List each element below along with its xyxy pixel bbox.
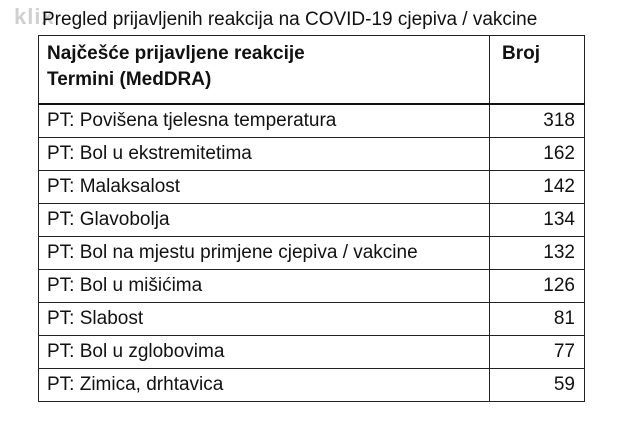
table-row <box>39 104 585 138</box>
term-cell: PT: Povišena tjelesna temperatura <box>39 104 490 138</box>
table-row <box>39 270 585 303</box>
count-cell: 77 <box>490 336 585 369</box>
table-header-row <box>39 36 585 105</box>
table-row <box>39 171 585 204</box>
count-cell: 162 <box>490 138 585 171</box>
count-cell: 126 <box>490 270 585 303</box>
reactions-table <box>38 35 585 402</box>
table-row <box>39 138 585 171</box>
count-cell: 59 <box>490 369 585 402</box>
term-column-header <box>39 36 490 105</box>
term-cell: PT: Glavobolja <box>39 204 490 237</box>
count-cell: 318 <box>490 104 585 138</box>
count-cell: 134 <box>490 204 585 237</box>
count-cell: 132 <box>490 237 585 270</box>
site-watermark: klix <box>14 4 55 29</box>
term-header-line-1: Najčešće prijavljene reakcije <box>47 43 305 64</box>
term-cell: PT: Bol u mišićima <box>39 270 490 303</box>
term-header-line-2: Termini (MedDRA) <box>47 69 212 90</box>
table-row <box>39 204 585 237</box>
term-cell: PT: Slabost <box>39 303 490 336</box>
table-row <box>39 303 585 336</box>
table-caption: Pregled prijavljenih reakcija na COVID-19 cjepiva / vakcine <box>42 9 538 30</box>
term-cell: PT: Malaksalost <box>39 171 490 204</box>
count-cell: 81 <box>490 303 585 336</box>
term-cell: PT: Bol u ekstremitetima <box>39 138 490 171</box>
table-row <box>39 336 585 369</box>
term-cell: PT: Bol na mjestu primjene cjepiva / vakcine <box>39 237 490 270</box>
table-row <box>39 237 585 270</box>
count-cell: 142 <box>490 171 585 204</box>
count-column-header: Broj <box>490 36 585 105</box>
term-cell: PT: Bol u zglobovima <box>39 336 490 369</box>
term-cell: PT: Zimica, drhtavica <box>39 369 490 402</box>
table-row <box>39 369 585 402</box>
